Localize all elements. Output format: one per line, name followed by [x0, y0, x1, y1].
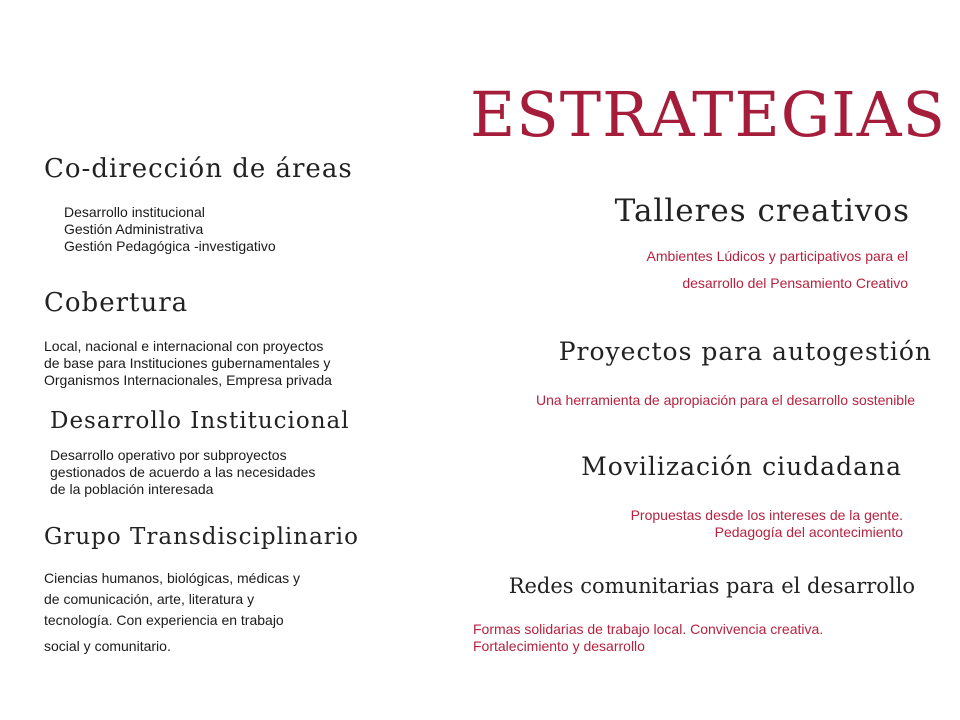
- cobertura-line-3: Organismos Internacionales, Empresa privada: [44, 372, 332, 388]
- cobertura-text: [44, 338, 332, 389]
- grupo-line-1: Ciencias humanos, biológicas, médicas y: [44, 570, 301, 586]
- proyectos-heading: Proyectos para autogestión: [558, 337, 932, 366]
- codireccion-line-1: Desarrollo institucional: [64, 204, 205, 220]
- codireccion-line-2: Gestión Administrativa: [64, 221, 204, 237]
- redes-heading: Redes comunitarias para el desarrollo: [508, 574, 915, 598]
- cobertura-heading: Cobertura: [44, 288, 189, 318]
- desarrollo-heading: Desarrollo Institucional: [50, 408, 350, 434]
- codireccion-line-3: Gestión Pedagógica -investigativo: [64, 238, 276, 254]
- desarrollo-line-1: Desarrollo operativo por subproyectos: [50, 447, 287, 463]
- talleres-line-1: Ambientes Lúdicos y participativos para el: [646, 248, 908, 264]
- desarrollo-line-2: gestionados de acuerdo a las necesidades: [50, 464, 316, 480]
- movilizacion-heading: Movilización ciudadana: [581, 452, 902, 481]
- redes-line-2: Fortalecimiento y desarrollo: [473, 638, 645, 654]
- proyectos-line-1: Una herramienta de apropiación para el desarrollo sostenible: [535, 392, 915, 408]
- cobertura-line-2: de base para Instituciones gubernamentales y: [44, 355, 331, 371]
- grupo-heading: Grupo Transdisciplinario: [44, 524, 360, 550]
- codireccion-heading: Co-dirección de áreas: [44, 154, 353, 184]
- redes-text: [473, 621, 823, 655]
- desarrollo-line-3: de la población interesada: [50, 481, 214, 497]
- movilizacion-text: [631, 507, 903, 541]
- grupo-line-2: de comunicación, arte, literatura y: [44, 591, 255, 607]
- movilizacion-line-2: Pedagogía del acontecimiento: [714, 524, 903, 540]
- desarrollo-text: [50, 447, 315, 498]
- cobertura-line-1: Local, nacional e internacional con proyectos: [44, 338, 324, 354]
- codireccion-text: [64, 204, 276, 255]
- talleres-line-2: desarrollo del Pensamiento Creativo: [682, 275, 908, 291]
- talleres-text: [647, 243, 908, 297]
- grupo-line-4: social y comunitario.: [44, 638, 171, 654]
- movilizacion-line-1: Propuestas desde los intereses de la gente.: [630, 507, 903, 523]
- grupo-line-3: tecnología. Con experiencia en trabajo: [44, 612, 284, 628]
- grupo-text: [44, 568, 300, 657]
- proyectos-text: [536, 392, 915, 409]
- page-title: ESTRATEGIAS: [470, 78, 947, 151]
- talleres-heading: Talleres creativos: [614, 193, 910, 229]
- redes-line-1: Formas solidarias de trabajo local. Convivencia creativa.: [473, 621, 824, 637]
